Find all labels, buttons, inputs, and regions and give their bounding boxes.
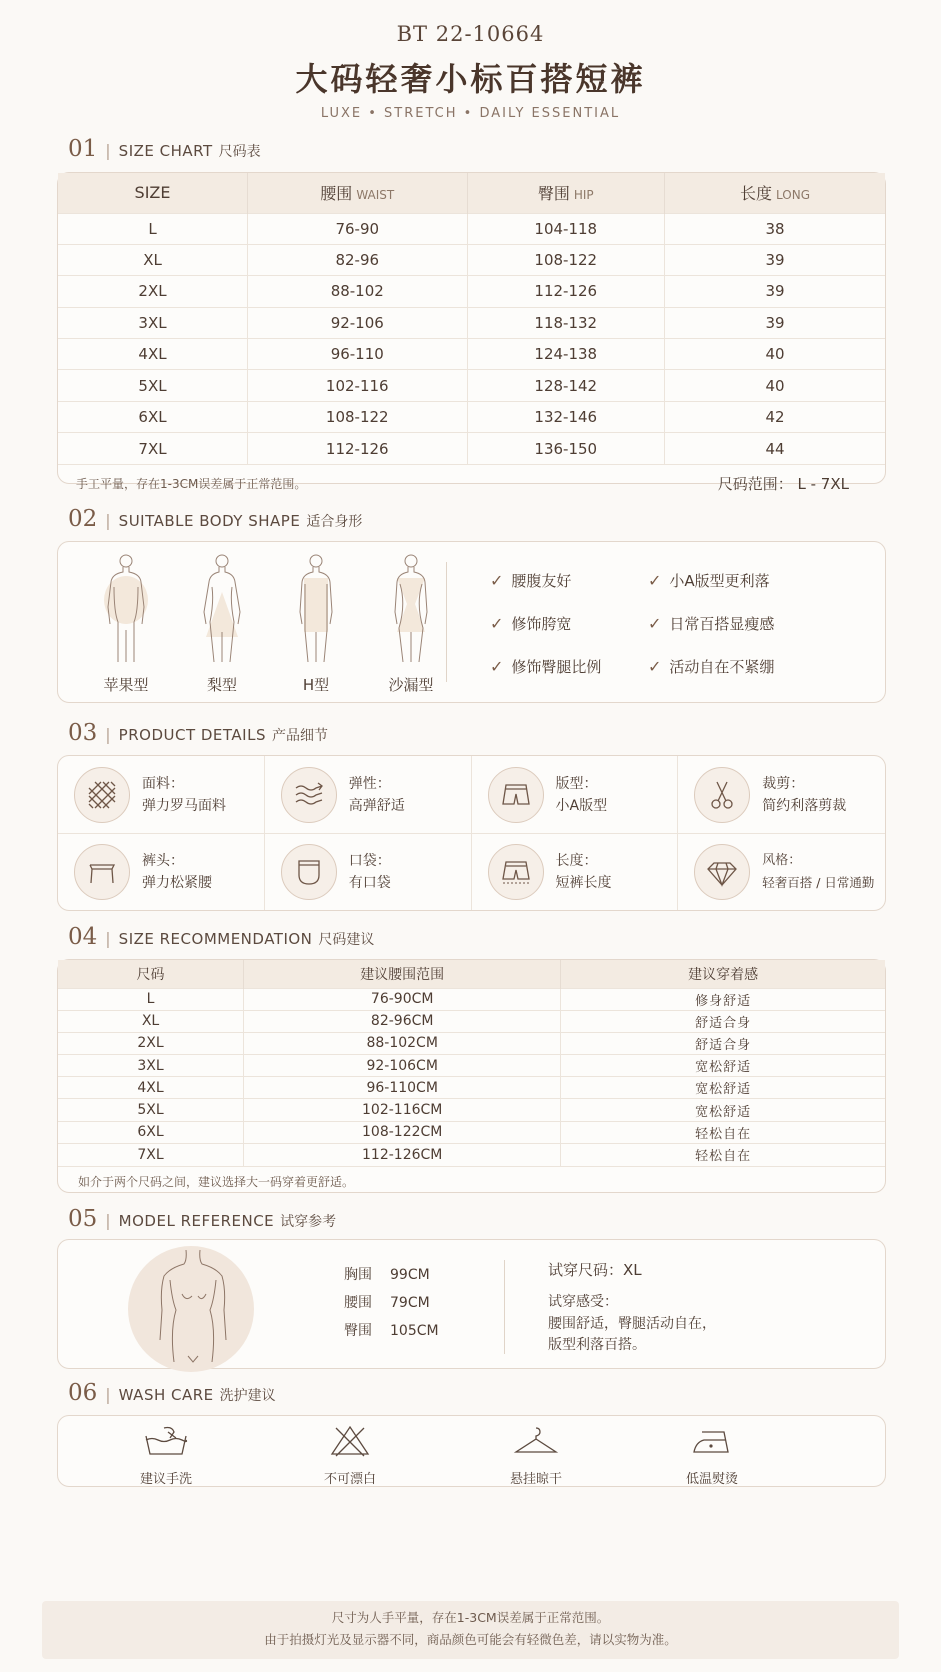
section-title-cn: 尺码表 [218,144,261,160]
check-icon: ✓ [490,571,504,590]
hand-wash-icon [142,1424,190,1458]
detail-label: 裤头： [142,853,184,869]
table-row [58,1121,885,1143]
section-title-cn: 试穿参考 [280,1214,337,1230]
feature-item: ✓ 修饰臀腿比例 [490,657,602,676]
wash-item [290,1424,410,1487]
footer-line: 尺寸为人手平量，存在1-3CM误差属于正常范围。 [331,1610,610,1625]
table-cell: 112-126 [248,433,467,464]
feature-item: ✓ 活动自在不紧绷 [648,657,775,676]
table-header-row [58,960,885,988]
check-icon: ✓ [648,571,662,590]
table-cell: 44 [665,433,885,464]
body-shape-h [276,552,356,695]
measurement-waist: 腰围 79CM [344,1295,430,1311]
section-title-en: MODEL REFERENCE [118,1212,275,1230]
model-body-icon [148,1250,238,1370]
detail-value: 轻奢百搭 / 日常通勤 [762,875,875,890]
shape-label: 苹果型 [103,676,149,694]
table-cell: 轻松自在 [561,1121,885,1143]
table-cell: 舒适合身 [561,1032,885,1054]
table-row [58,1055,885,1077]
shape-label: H型 [302,676,330,694]
column-header-size: SIZE [58,173,248,213]
section-title-model-reference [68,1206,336,1232]
footer-note [42,1601,899,1659]
diamond-icon [694,844,750,900]
no-bleach-icon [326,1424,374,1458]
table-cell: 136-150 [467,433,665,464]
table-cell: 96-110 [248,339,467,370]
column-header-waist: 腰围 WAIST [248,173,467,213]
section-title-en: WASH CARE [118,1386,214,1404]
detail-value: 短裤长度 [555,875,612,891]
section-number: 01 [68,136,98,162]
column-header-hip: 臀围 HIP [467,173,665,213]
table-cell: 3XL [58,1055,244,1077]
detail-cut [678,756,885,834]
detail-waistband [58,834,265,910]
section-divider: | [105,511,111,530]
scissors-icon [694,767,750,823]
product-code: BT 22-10664 [396,22,545,46]
h-body-icon [286,552,346,670]
feature-item: ✓ 腰腹友好 [490,571,572,590]
table-cell: 宽松舒适 [561,1055,885,1077]
detail-label: 长度： [555,853,598,869]
table-cell: 104-118 [467,213,665,244]
recommendation-card [57,959,886,1193]
column-header-long: 长度 LONG [665,173,885,213]
feature-item: ✓ 修饰胯宽 [490,614,572,633]
section-number: 04 [68,924,98,950]
waistband-icon [74,844,130,900]
table-cell: 宽松舒适 [561,1077,885,1099]
section-title-en: SIZE RECOMMENDATION [118,930,313,948]
detail-label: 口袋： [348,853,391,869]
detail-value: 小A版型 [555,797,608,814]
table-cell: 108-122 [467,244,665,275]
check-icon: ✓ [490,657,504,676]
table-row [58,213,885,244]
hang-dry-icon [512,1424,560,1458]
low-iron-icon [688,1424,736,1458]
recommendation-table [58,960,885,1166]
wash-label: 悬挂晾干 [509,1472,562,1487]
table-cell: L [58,213,248,244]
table-cell: 82-96CM [244,1010,561,1032]
table-cell: 7XL [58,1143,244,1165]
check-icon: ✓ [648,614,662,633]
table-cell: 4XL [58,339,248,370]
table-cell: 88-102 [248,276,467,307]
shorts-length-icon [488,844,544,900]
section-title-en: SIZE CHART [118,142,213,160]
vertical-divider [504,1260,505,1354]
wash-item [106,1424,226,1487]
table-row [58,1077,885,1099]
detail-label: 风格： [762,853,802,868]
body-shape-figures [86,552,466,702]
table-cell: 82-96 [248,244,467,275]
check-icon: ✓ [490,614,504,633]
size-chart-footer [58,464,885,502]
table-cell: 40 [665,339,885,370]
detail-stretch [265,756,472,834]
detail-value: 有口袋 [348,875,391,891]
table-row [58,988,885,1010]
table-row [58,433,885,464]
table-cell: 76-90CM [244,988,561,1010]
table-cell: 6XL [58,1121,244,1143]
product-details-card [57,755,886,911]
section-divider: | [105,929,111,948]
table-cell: 7XL [58,433,248,464]
section-title-cn: 洗护建议 [219,1388,276,1404]
section-divider: | [105,1211,111,1230]
detail-fabric [58,756,265,834]
table-row [58,276,885,307]
table-cell: 6XL [58,401,248,432]
table-cell: 112-126CM [244,1143,561,1165]
pocket-icon [281,844,337,900]
section-title-product-details [68,720,328,746]
measurement-note: 手工平量，存在1-3CM误差属于正常范围。 [76,477,307,492]
section-title-cn: 尺码建议 [318,932,375,948]
table-cell: 39 [665,276,885,307]
table-row [58,339,885,370]
shorts-icon [488,767,544,823]
table-cell: 修身舒适 [561,988,885,1010]
table-cell: 108-122 [248,401,467,432]
table-cell: 102-116 [248,370,467,401]
body-shape-card [57,541,886,703]
section-title-body-shape [68,506,362,532]
detail-label: 裁剪： [762,775,805,792]
detail-style [678,834,885,910]
table-cell: XL [58,1010,244,1032]
table-cell: 112-126 [467,276,665,307]
table-cell: 88-102CM [244,1032,561,1054]
table-cell: 102-116CM [244,1099,561,1121]
section-title-en: PRODUCT DETAILS [118,726,266,744]
section-title-size-chart [68,136,261,162]
table-row [58,1010,885,1032]
body-shape-pear [182,552,262,695]
table-cell: 128-142 [467,370,665,401]
shape-label: 梨型 [206,676,237,694]
table-cell: 舒适合身 [561,1010,885,1032]
table-cell: 5XL [58,370,248,401]
model-size: 试穿尺码：XL [548,1261,642,1279]
feature-item: ✓ 小A版型更利落 [648,571,770,590]
detail-fit [472,756,679,834]
section-title-size-recommendation [68,924,374,950]
size-range: 尺码范围： L - 7XL [717,475,849,494]
footer-line: 由于拍摄灯光及显示器不同，商品颜色可能会有轻微色差，请以实物为准。 [264,1632,677,1647]
section-title-en: SUITABLE BODY SHAPE [118,512,301,530]
table-cell: 124-138 [467,339,665,370]
shape-label: 沙漏型 [388,676,434,694]
detail-length [472,834,679,910]
table-cell: 92-106 [248,307,467,338]
table-cell: 40 [665,370,885,401]
fabric-mesh-icon [74,767,130,823]
table-cell: 轻松自在 [561,1143,885,1165]
detail-value: 高弹舒适 [348,797,405,814]
wash-item [476,1424,596,1487]
table-cell: L [58,988,244,1010]
detail-label: 版型： [555,775,598,792]
measurement-hip: 臀围 105CM [344,1323,439,1339]
pear-body-icon [192,552,252,670]
check-icon: ✓ [648,657,662,676]
section-title-cn: 适合身形 [306,514,363,530]
section-divider: | [105,725,111,744]
table-cell: 3XL [58,307,248,338]
fit-feel-line: 腰围舒适，臀腿活动自在， [548,1316,716,1332]
page-title: 大码轻奢小标百搭短裤 [295,60,646,98]
detail-value: 弹力松紧腰 [142,875,212,891]
feature-item: ✓ 日常百搭显瘦感 [648,614,775,633]
hourglass-body-icon [381,552,441,670]
section-divider: | [105,1385,111,1404]
section-number: 03 [68,720,98,746]
detail-pocket [265,834,472,910]
table-row [58,370,885,401]
table-cell: 92-106CM [244,1055,561,1077]
details-grid [58,756,885,910]
column-header-size: 尺码 [58,960,244,988]
section-number: 02 [68,506,98,532]
measurement-bust: 胸围 99CM [344,1267,430,1283]
section-title-cn: 产品细节 [271,728,328,744]
section-number: 05 [68,1206,98,1232]
wash-label: 建议手洗 [139,1472,192,1487]
table-cell: 118-132 [467,307,665,338]
table-header-row [58,173,885,213]
body-shape-hourglass [371,552,451,695]
apple-body-icon [96,552,156,670]
table-cell: 42 [665,401,885,432]
table-cell: 4XL [58,1077,244,1099]
detail-label: 面料： [142,775,184,792]
table-row [58,244,885,275]
table-row [58,1099,885,1121]
table-cell: 76-90 [248,213,467,244]
table-cell: 39 [665,307,885,338]
table-row [58,401,885,432]
wash-item [652,1424,772,1487]
section-title-wash-care [68,1380,276,1406]
wash-label: 不可漂白 [323,1472,376,1487]
wash-label: 低温熨烫 [685,1472,738,1487]
table-cell: XL [58,244,248,275]
table-cell: 5XL [58,1099,244,1121]
column-header-waist-range: 建议腰围范围 [244,960,561,988]
tagline: LUXE • STRETCH • DAILY ESSENTIAL [320,106,621,121]
section-divider: | [105,141,111,160]
table-row [58,307,885,338]
size-chart-table [58,173,885,464]
wash-care-card [57,1415,886,1487]
vertical-divider [446,562,447,682]
table-cell: 38 [665,213,885,244]
table-cell: 39 [665,244,885,275]
model-reference-card [57,1239,886,1369]
table-row [58,1032,885,1054]
table-cell: 2XL [58,276,248,307]
column-header-fit: 建议穿着感 [561,960,885,988]
table-cell: 132-146 [467,401,665,432]
section-number: 06 [68,1380,98,1406]
detail-label: 弹性： [348,775,391,792]
body-shape-apple [86,552,166,695]
table-cell: 96-110CM [244,1077,561,1099]
fit-feel-line: 版型利落百搭。 [548,1337,646,1353]
detail-value: 简约利落剪裁 [762,797,847,814]
fit-feel-title: 试穿感受： [548,1294,618,1310]
recommendation-note: 如介于两个尺码之间，建议选择大一码穿着更舒适。 [58,1166,885,1196]
stretch-wave-icon [281,767,337,823]
table-cell: 108-122CM [244,1121,561,1143]
size-chart-card [57,172,886,494]
table-row [58,1143,885,1165]
detail-value: 弹力罗马面料 [142,797,226,814]
table-cell: 宽松舒适 [561,1099,885,1121]
table-cell: 2XL [58,1032,244,1054]
